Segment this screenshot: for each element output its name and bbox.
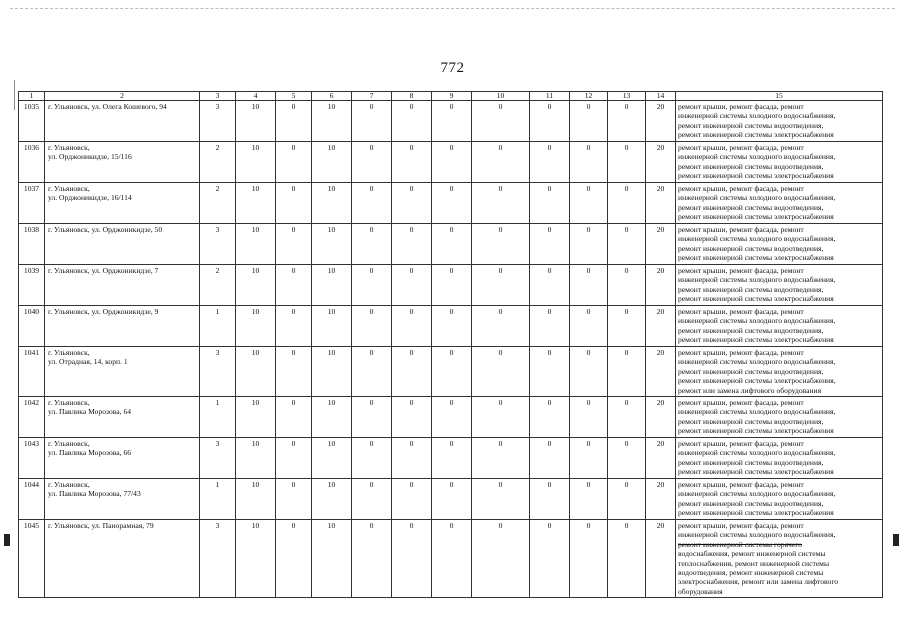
value-cell-c13: 0 (608, 224, 646, 265)
value-cell-c11: 0 (530, 224, 570, 265)
value-cell-c8: 0 (392, 397, 432, 438)
value-cell-c11: 0 (530, 438, 570, 479)
value-cell-c4: 10 (236, 438, 276, 479)
value-cell-c6: 10 (312, 142, 352, 183)
value-cell-c7: 0 (352, 101, 392, 142)
value-cell-c9: 0 (432, 438, 472, 479)
works-line: инженерной системы холодного водоснабжения, (678, 234, 836, 244)
works-line: водоснабжения, ремонт инженерной системы (678, 549, 826, 559)
works-line: ремонт инженерной системы водоотведения, (678, 366, 824, 376)
value-cell-c9: 0 (432, 397, 472, 438)
works-line: ремонт крыши, ремонт фасада, ремонт (678, 307, 804, 316)
value-cell-c14: 20 (646, 397, 676, 438)
value-cell-c5: 0 (276, 438, 312, 479)
works-line: ремонт инженерной системы водоотведения, (678, 284, 824, 294)
column-header-1: 1 (19, 92, 45, 101)
value-cell-c11: 0 (530, 347, 570, 397)
value-cell-c6: 10 (312, 438, 352, 479)
works-line: ремонт крыши, ремонт фасада, ремонт (678, 184, 804, 193)
works-line: ремонт инженерной системы водоотведения, (678, 457, 824, 467)
works-line: ремонт крыши, ремонт фасада, ремонт (678, 439, 804, 449)
address-line: г. Ульяновск, (48, 439, 90, 449)
value-cell-c12: 0 (570, 183, 608, 224)
value-cell-c3: 1 (200, 306, 236, 347)
value-cell-c5: 0 (276, 520, 312, 598)
value-cell-c13: 0 (608, 438, 646, 479)
works-cell (676, 347, 883, 397)
value-cell-c5: 0 (276, 479, 312, 520)
value-cell-c11: 0 (530, 306, 570, 347)
column-header-15: 15 (676, 92, 883, 101)
works-cell (676, 397, 883, 438)
column-header-4: 4 (236, 92, 276, 101)
value-cell-c9: 0 (432, 306, 472, 347)
value-cell-c6: 10 (312, 306, 352, 347)
column-header-14: 14 (646, 92, 676, 101)
value-cell-c12: 0 (570, 224, 608, 265)
column-header-11: 11 (530, 92, 570, 101)
works-line: инженерной системы холодного водоснабжения, (678, 448, 836, 458)
works-line: ремонт инженерной системы электроснабжения (678, 253, 834, 263)
works-line: ремонт инженерной системы электроснабжения (678, 130, 834, 140)
address-line: ул. Павлика Морозова, 64 (48, 407, 132, 417)
table-row (19, 347, 883, 397)
works-line: ремонт или замена лифтового оборудования (678, 385, 822, 395)
value-cell-c7: 0 (352, 306, 392, 347)
column-header-7: 7 (352, 92, 392, 101)
value-cell-c14: 20 (646, 224, 676, 265)
value-cell-c4: 10 (236, 479, 276, 520)
address-cell (45, 397, 200, 438)
works-line: ремонт инженерной системы горячего (678, 539, 802, 549)
column-header-5: 5 (276, 92, 312, 101)
value-cell-c8: 0 (392, 142, 432, 183)
works-cell (676, 101, 883, 142)
value-cell-c14: 20 (646, 520, 676, 598)
value-cell-c10: 0 (472, 397, 530, 438)
address-line: ул. Павлика Морозова, 77/43 (48, 489, 141, 499)
works-line: ремонт крыши, ремонт фасада, ремонт (678, 398, 804, 408)
works-line: ремонт инженерной системы электроснабжения (678, 508, 834, 518)
row-number: 1037 (19, 183, 45, 224)
value-cell-c14: 20 (646, 183, 676, 224)
works-line: ремонт инженерной системы электроснабжения (678, 426, 834, 436)
row-number: 1040 (19, 306, 45, 347)
column-header-2: 2 (45, 92, 200, 101)
works-line: инженерной системы холодного водоснабжения, (678, 530, 836, 540)
value-cell-c7: 0 (352, 347, 392, 397)
value-cell-c4: 10 (236, 347, 276, 397)
works-line: ремонт инженерной системы водоотведения, (678, 120, 824, 130)
address-cell (45, 224, 200, 265)
value-cell-c10: 0 (472, 520, 530, 598)
value-cell-c12: 0 (570, 347, 608, 397)
value-cell-c14: 20 (646, 101, 676, 142)
works-line: ремонт крыши, ремонт фасада, ремонт (678, 266, 804, 275)
row-number: 1042 (19, 397, 45, 438)
works-line: оборудования (678, 586, 723, 596)
value-cell-c12: 0 (570, 101, 608, 142)
scan-left-rule (14, 80, 16, 110)
value-cell-c8: 0 (392, 438, 432, 479)
works-line: инженерной системы холодного водоснабжения, (678, 275, 836, 285)
value-cell-c6: 10 (312, 265, 352, 306)
works-cell (676, 479, 883, 520)
value-cell-c11: 0 (530, 101, 570, 142)
value-cell-c13: 0 (608, 142, 646, 183)
value-cell-c3: 2 (200, 265, 236, 306)
works-line: ремонт инженерной системы электроснабжения (678, 212, 834, 222)
works-line: ремонт крыши, ремонт фасада, ремонт (678, 480, 804, 490)
value-cell-c9: 0 (432, 520, 472, 598)
value-cell-c10: 0 (472, 265, 530, 306)
table-row (19, 397, 883, 438)
value-cell-c7: 0 (352, 397, 392, 438)
works-line: ремонт инженерной системы водоотведения, (678, 498, 824, 508)
value-cell-c3: 1 (200, 479, 236, 520)
value-cell-c12: 0 (570, 479, 608, 520)
address-line: г. Ульяновск, (48, 184, 90, 193)
value-cell-c12: 0 (570, 306, 608, 347)
address-line: г. Ульяновск, ул. Орджоникидзе, 50 (48, 225, 163, 234)
value-cell-c8: 0 (392, 347, 432, 397)
value-cell-c4: 10 (236, 520, 276, 598)
address-cell (45, 438, 200, 479)
address-cell (45, 520, 200, 598)
value-cell-c13: 0 (608, 265, 646, 306)
works-cell (676, 265, 883, 306)
binding-mark-left (4, 534, 10, 546)
value-cell-c14: 20 (646, 142, 676, 183)
value-cell-c12: 0 (570, 397, 608, 438)
value-cell-c11: 0 (530, 397, 570, 438)
value-cell-c13: 0 (608, 347, 646, 397)
address-line: г. Ульяновск, (48, 398, 90, 408)
value-cell-c9: 0 (432, 101, 472, 142)
works-line: ремонт инженерной системы электроснабжения (678, 171, 834, 181)
row-number: 1044 (19, 479, 45, 520)
value-cell-c14: 20 (646, 438, 676, 479)
value-cell-c11: 0 (530, 265, 570, 306)
works-line: инженерной системы холодного водоснабжения, (678, 407, 836, 417)
page-number: 772 (440, 60, 465, 76)
value-cell-c3: 3 (200, 101, 236, 142)
header-row (19, 92, 883, 101)
value-cell-c14: 20 (646, 265, 676, 306)
scan-top-rule (10, 8, 895, 9)
address-line: г. Ульяновск, (48, 143, 90, 152)
works-line: ремонт инженерной системы водоотведения, (678, 161, 824, 171)
value-cell-c6: 10 (312, 101, 352, 142)
value-cell-c3: 3 (200, 438, 236, 479)
row-number: 1035 (19, 101, 45, 142)
value-cell-c12: 0 (570, 520, 608, 598)
value-cell-c13: 0 (608, 101, 646, 142)
works-line: ремонт инженерной системы водоотведения, (678, 243, 824, 253)
works-line: ремонт инженерной системы электроснабжения (678, 294, 834, 304)
value-cell-c3: 2 (200, 183, 236, 224)
value-cell-c6: 10 (312, 479, 352, 520)
value-cell-c4: 10 (236, 142, 276, 183)
value-cell-c6: 10 (312, 397, 352, 438)
address-cell (45, 183, 200, 224)
works-line: инженерной системы холодного водоснабжения, (678, 489, 836, 499)
address-line: ул. Отрадная, 14, корп. 1 (48, 357, 128, 367)
value-cell-c9: 0 (432, 142, 472, 183)
address-line: г. Ульяновск, ул. Олега Кошевого, 94 (48, 102, 167, 111)
address-line: г. Ульяновск, (48, 348, 90, 357)
works-cell (676, 520, 883, 598)
works-line: ремонт инженерной системы водоотведения, (678, 416, 824, 426)
table-row (19, 183, 883, 224)
address-cell (45, 347, 200, 397)
value-cell-c3: 3 (200, 347, 236, 397)
works-line: ремонт инженерной системы электроснабжения (678, 335, 834, 345)
value-cell-c4: 10 (236, 183, 276, 224)
value-cell-c9: 0 (432, 479, 472, 520)
value-cell-c7: 0 (352, 520, 392, 598)
table-row (19, 101, 883, 142)
value-cell-c6: 10 (312, 520, 352, 598)
works-line: водоотведения, ремонт инженерной системы (678, 568, 824, 578)
works-cell (676, 224, 883, 265)
address-cell (45, 479, 200, 520)
value-cell-c4: 10 (236, 306, 276, 347)
address-line: г. Ульяновск, ул. Орджоникидзе, 9 (48, 307, 159, 316)
row-number: 1036 (19, 142, 45, 183)
works-line: ремонт инженерной системы электроснабжения (678, 467, 834, 477)
address-line: ул. Орджоникидзе, 16/114 (48, 193, 132, 203)
value-cell-c4: 10 (236, 265, 276, 306)
works-line: инженерной системы холодного водоснабжения, (678, 111, 836, 121)
works-line: инженерной системы холодного водоснабжения, (678, 193, 836, 203)
works-line: ремонт инженерной системы электроснабжения, (678, 376, 836, 386)
works-line: ремонт крыши, ремонт фасада, ремонт (678, 521, 804, 531)
works-line: инженерной системы холодного водоснабжения, (678, 316, 836, 326)
value-cell-c9: 0 (432, 265, 472, 306)
value-cell-c11: 0 (530, 183, 570, 224)
value-cell-c13: 0 (608, 397, 646, 438)
column-header-8: 8 (392, 92, 432, 101)
value-cell-c3: 2 (200, 142, 236, 183)
table-row (19, 142, 883, 183)
value-cell-c13: 0 (608, 520, 646, 598)
value-cell-c6: 10 (312, 224, 352, 265)
address-line: ул. Павлика Морозова, 66 (48, 448, 132, 458)
value-cell-c3: 3 (200, 224, 236, 265)
column-header-13: 13 (608, 92, 646, 101)
value-cell-c3: 1 (200, 397, 236, 438)
works-line: теплоснабжения, ремонт инженерной системы (678, 558, 830, 568)
table-container (18, 91, 882, 598)
table-row (19, 224, 883, 265)
works-cell (676, 142, 883, 183)
works-line: ремонт инженерной системы водоотведения, (678, 325, 824, 335)
value-cell-c5: 0 (276, 101, 312, 142)
column-header-9: 9 (432, 92, 472, 101)
table-row (19, 306, 883, 347)
address-cell (45, 265, 200, 306)
table-row (19, 520, 883, 598)
value-cell-c13: 0 (608, 306, 646, 347)
address-line: г. Ульяновск, ул. Панорамная, 79 (48, 521, 154, 531)
value-cell-c7: 0 (352, 224, 392, 265)
value-cell-c9: 0 (432, 224, 472, 265)
value-cell-c4: 10 (236, 224, 276, 265)
works-cell (676, 183, 883, 224)
value-cell-c5: 0 (276, 224, 312, 265)
row-number: 1043 (19, 438, 45, 479)
value-cell-c12: 0 (570, 438, 608, 479)
works-line: ремонт крыши, ремонт фасада, ремонт (678, 143, 804, 152)
value-cell-c10: 0 (472, 438, 530, 479)
value-cell-c10: 0 (472, 101, 530, 142)
value-cell-c3: 3 (200, 520, 236, 598)
repair-plan-table (18, 91, 883, 598)
table-row (19, 265, 883, 306)
works-line: ремонт инженерной системы водоотведения, (678, 202, 824, 212)
row-number: 1045 (19, 520, 45, 598)
works-cell (676, 438, 883, 479)
value-cell-c10: 0 (472, 306, 530, 347)
value-cell-c14: 20 (646, 479, 676, 520)
value-cell-c8: 0 (392, 306, 432, 347)
works-cell (676, 306, 883, 347)
value-cell-c6: 10 (312, 183, 352, 224)
value-cell-c8: 0 (392, 265, 432, 306)
value-cell-c14: 20 (646, 347, 676, 397)
value-cell-c10: 0 (472, 347, 530, 397)
value-cell-c9: 0 (432, 347, 472, 397)
value-cell-c4: 10 (236, 397, 276, 438)
works-line: электроснабжения, ремонт или замена лифтового (678, 577, 839, 587)
binding-mark-right (893, 534, 899, 546)
value-cell-c5: 0 (276, 347, 312, 397)
address-cell (45, 306, 200, 347)
value-cell-c5: 0 (276, 142, 312, 183)
row-number: 1039 (19, 265, 45, 306)
value-cell-c11: 0 (530, 479, 570, 520)
table-row (19, 479, 883, 520)
value-cell-c4: 10 (236, 101, 276, 142)
value-cell-c8: 0 (392, 183, 432, 224)
value-cell-c6: 10 (312, 347, 352, 397)
column-header-3: 3 (200, 92, 236, 101)
value-cell-c5: 0 (276, 397, 312, 438)
value-cell-c11: 0 (530, 520, 570, 598)
value-cell-c7: 0 (352, 183, 392, 224)
works-line: ремонт крыши, ремонт фасада, ремонт (678, 102, 804, 111)
works-line: ремонт крыши, ремонт фасада, ремонт (678, 348, 804, 357)
address-line: г. Ульяновск, (48, 480, 90, 490)
value-cell-c7: 0 (352, 265, 392, 306)
row-number: 1041 (19, 347, 45, 397)
value-cell-c7: 0 (352, 479, 392, 520)
works-line: инженерной системы холодного водоснабжения, (678, 152, 836, 162)
address-cell (45, 101, 200, 142)
value-cell-c13: 0 (608, 183, 646, 224)
value-cell-c13: 0 (608, 479, 646, 520)
value-cell-c14: 20 (646, 306, 676, 347)
value-cell-c5: 0 (276, 183, 312, 224)
value-cell-c8: 0 (392, 224, 432, 265)
value-cell-c7: 0 (352, 142, 392, 183)
value-cell-c11: 0 (530, 142, 570, 183)
column-header-10: 10 (472, 92, 530, 101)
value-cell-c10: 0 (472, 142, 530, 183)
value-cell-c5: 0 (276, 265, 312, 306)
address-cell (45, 142, 200, 183)
works-line: инженерной системы холодного водоснабжения, (678, 357, 836, 367)
value-cell-c12: 0 (570, 265, 608, 306)
value-cell-c7: 0 (352, 438, 392, 479)
address-line: г. Ульяновск, ул. Орджоникидзе, 7 (48, 266, 159, 275)
column-header-6: 6 (312, 92, 352, 101)
value-cell-c10: 0 (472, 183, 530, 224)
value-cell-c8: 0 (392, 520, 432, 598)
column-header-12: 12 (570, 92, 608, 101)
value-cell-c10: 0 (472, 479, 530, 520)
row-number: 1038 (19, 224, 45, 265)
works-line: ремонт крыши, ремонт фасада, ремонт (678, 225, 804, 234)
value-cell-c8: 0 (392, 479, 432, 520)
value-cell-c10: 0 (472, 224, 530, 265)
value-cell-c5: 0 (276, 306, 312, 347)
address-line: ул. Орджоникидзе, 15/116 (48, 152, 132, 162)
value-cell-c12: 0 (570, 142, 608, 183)
table-body (19, 101, 883, 598)
value-cell-c9: 0 (432, 183, 472, 224)
table-row (19, 438, 883, 479)
value-cell-c8: 0 (392, 101, 432, 142)
